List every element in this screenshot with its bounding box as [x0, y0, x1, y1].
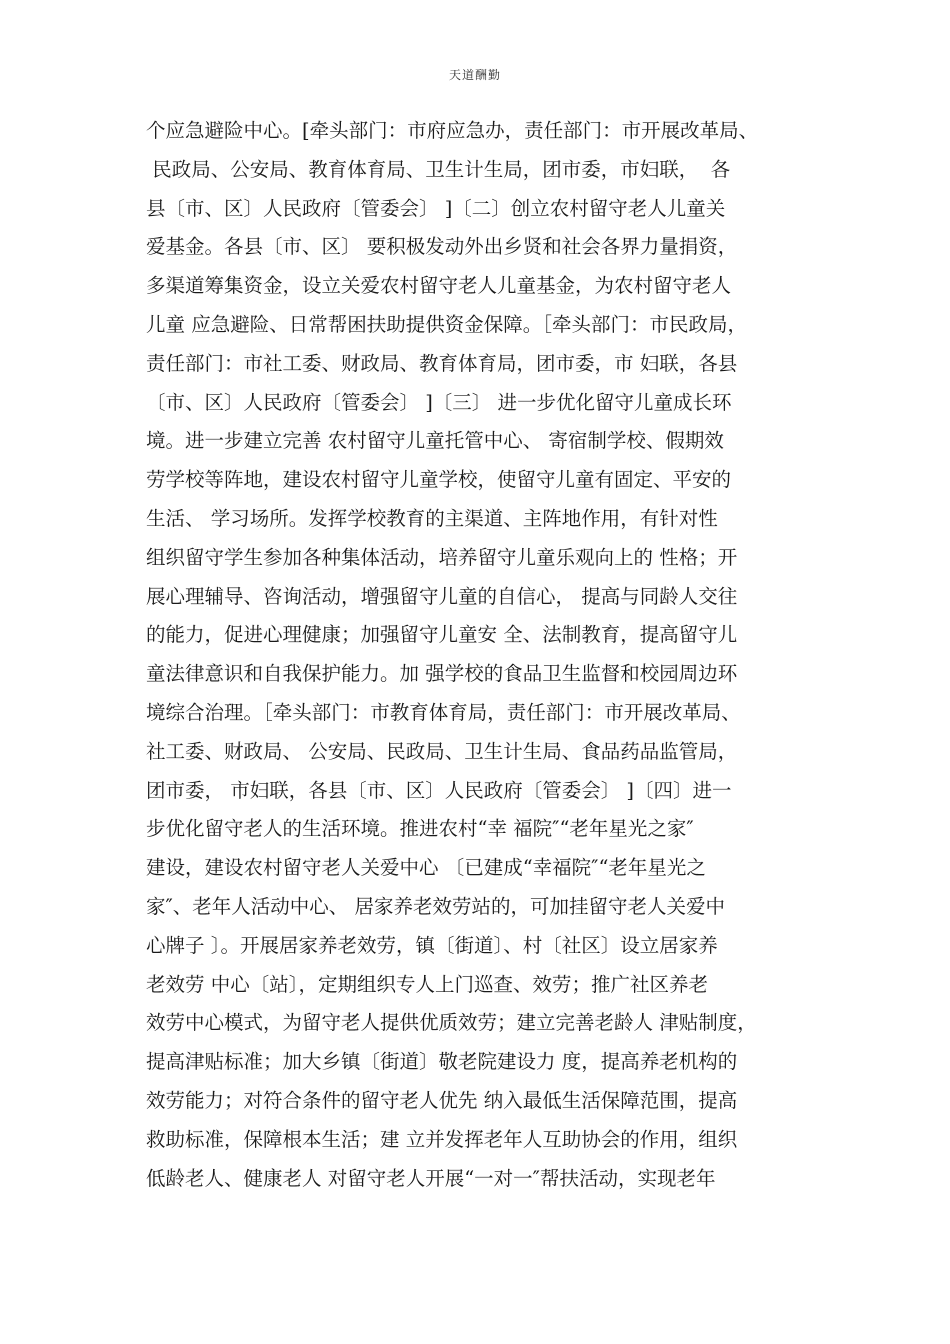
running-header: 天道酬勤	[448, 68, 501, 82]
body-text	[146, 112, 816, 1198]
text-line: 低龄老人、健康老人 对留守老人开展“一对一″帮扶活动，实现老年	[146, 1166, 716, 1190]
text-line: 家″、老年人活动中心、 居家养老效劳站的，可加挂留守老人关爱中	[146, 894, 725, 918]
text-line: 效劳中心模式，为留守老人提供优质效劳；建立完善老龄人 津贴制度，	[146, 1011, 757, 1035]
text-line: 老效劳 中心〔站〕，定期组织专人上门巡查、效劳；推广社区养老	[146, 972, 708, 996]
text-line: 童法律意识和自我保护能力。加 强学校的食品卫生监督和校园周边环	[146, 662, 738, 686]
text-line: 社工委、财政局、 公安局、民政局、卫生计生局、食品药品监管局，	[146, 739, 738, 763]
text-line: 境。进一步建立完善 农村留守儿童托管中心、 寄宿制学校、假期效	[146, 429, 724, 453]
text-line: 民政局、公安局、教育体育局、卫生计生局，团市委，市妇联， 各	[146, 157, 731, 181]
text-line: 步优化留守老人的生活环境。推进农村“幸 福院″“老年星光之家″	[146, 817, 694, 841]
text-line: 建设，建设农村留守老人关爱中心 〔已建成“幸福院″“老年星光之	[146, 856, 706, 880]
text-line: 儿童 应急避险、日常帮困扶助提供资金保障。［牵头部门：市民政局，	[146, 312, 747, 336]
text-line: 组织留守学生参加各种集体活动，培养留守儿童乐观向上的 性格；开	[146, 545, 738, 569]
text-line: 救助标准，保障根本生活；建 立并发挥老年人互助协会的作用，组织	[146, 1127, 738, 1151]
text-line: 团市委， 市妇联，各县〔市、区〕人民政府〔管委会〕 ]〔四〕进一	[146, 778, 732, 802]
text-line: 境综合治理。［牵头部门：市教育体育局，责任部门：市开展改革局、	[146, 700, 741, 724]
text-line: 个应急避险中心。[牵头部门：市府应急办，责任部门：市开展改革局、	[146, 119, 759, 142]
text-line: 的能力，促进心理健康；加强留守儿童安 全、法制教育，提高留守儿	[146, 623, 738, 647]
text-line: 〔市、区〕人民政府〔管委会〕 ]〔三〕 进一步优化留守儿童成长环	[146, 390, 732, 414]
text-line: 提高津贴标准；加大乡镇〔街道〕敬老院建设力 度，提高养老机构的	[146, 1050, 738, 1074]
text-line: 县〔市、区〕人民政府〔管委会〕 ]〔二〕创立农村留守老人儿童关	[146, 196, 726, 220]
text-line: 生活、 学习场所。发挥学校教育的主渠道、主阵地作用，有针对性	[146, 506, 718, 530]
text-line: 效劳能力；对符合条件的留守老人优先 纳入最低生活保障范围，提高	[146, 1088, 738, 1112]
text-line: 劳学校等阵地，建设农村留守儿童学校，使留守儿童有固定、平安的	[146, 468, 732, 492]
text-line: 责任部门：市社工委、财政局、教育体育局，团市委，市 妇联，各县	[146, 351, 738, 375]
text-line: 多渠道筹集资金，设立关爱农村留守老人儿童基金，为农村留守老人	[146, 274, 732, 298]
text-line: 爱基金。各县〔市、区〕 要积极发动外出乡贤和社会各界力量捐资，	[146, 235, 738, 259]
text-line: 心牌子 〕。开展居家养老效劳，镇〔街道〕、村〔社区〕设立居家养	[146, 933, 718, 957]
text-line: 展心理辅导、咨询活动，增强留守儿童的自信心， 提高与同龄人交往	[146, 584, 738, 608]
